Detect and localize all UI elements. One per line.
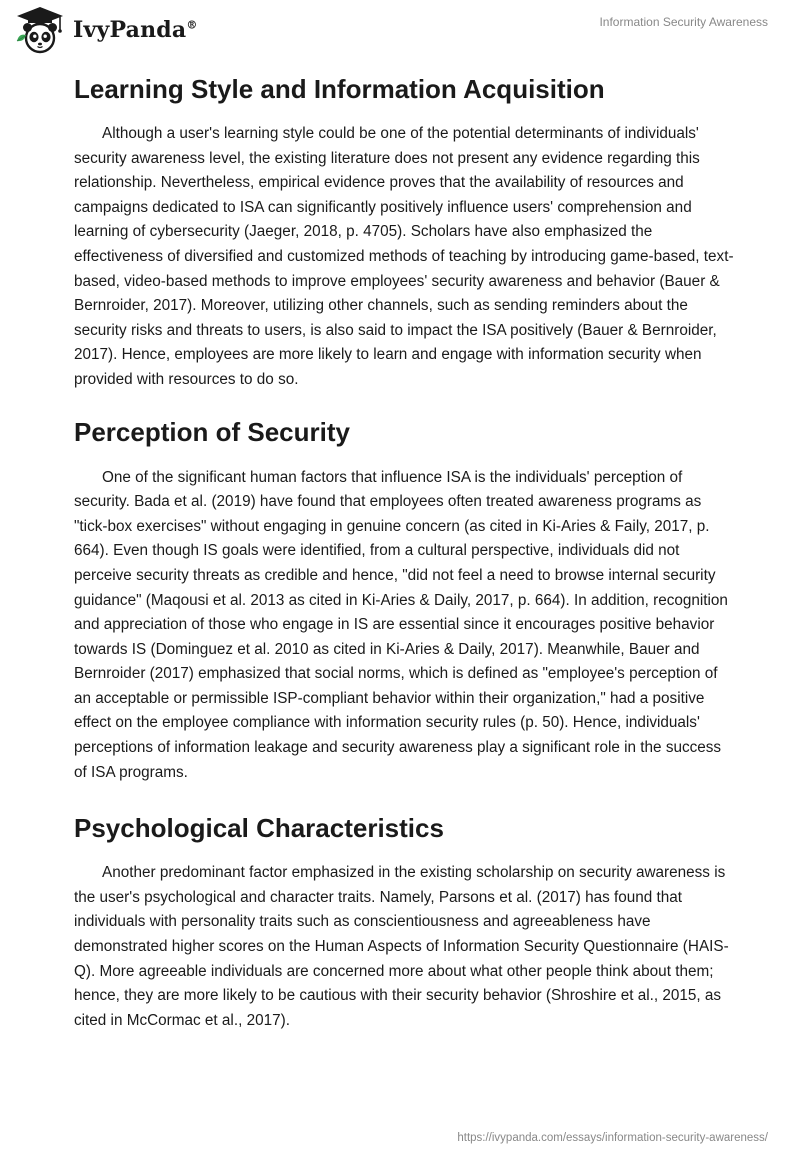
section-heading: Learning Style and Information Acquisition <box>74 74 605 104</box>
section-paragraph: Although a user's learning style could be one of the potential determinants of individuals' security awareness level, the existing literature does not present any evidence regarding this relationship. Nevertheless, empirical evidence proves that the availability of resources and campaigns dedicated to ISA can significantly positively influence users' comprehension and learning of cybersecurity (Jaeger, 2018, p. 4705). Scholars have also emphasized the effectiveness of diversified and customized methods of teaching by introducing game-based, text-based, video-based methods to improve employees' security awareness and behavior (Bauer & Bernroider, 2017). Moreover, utilizing other channels, such as sending reminders about the security risks and threats to users, is also said to impact the ISA positively (Bauer & Bernroider, 2017). Hence, employees are more likely to learn and engage with information security when provided with resources to do so. <box>74 125 734 388</box>
section-paragraph: Another predominant factor emphasized in the existing scholarship on security awareness is the user's psychological and character traits. Namely, Parsons et al. (2017) has found that individuals with personality traits such as conscientiousness and agreeableness have demonstrated higher scores on the Human Aspects of Information Security Questionnaire (HAIS-Q). More agreeable individuals are concerned more about what other people think about them; hence, they are more likely to be cautious with their security behavior (Shroshire et al., 2015, as cited in McCormac et al., 2017). <box>74 864 729 1029</box>
logo[interactable] <box>14 6 198 54</box>
section-paragraph: One of the significant human factors that influence ISA is the individuals' perception of security. Bada et al. (2019) have found that employees often treated awareness programs as "tick-box exercises" without engaging in genuine concern (as cited in Ki-Aries & Faily, 2017, p. 664). Even though IS goals were identified, from a cultural perspective, individuals did not perceive security threats as credible and hence, "did not feel a need to browse internal security guidance" (Maqousi et al. 2013 as cited in Ki-Aries & Daily, 2017, p. 664). In addition, recognition and appreciation of those who engage in IS are essential since it encourages positive behavior towards IS (Dominguez et al. 2010 as cited in Ki-Aries & Daily, 2017). Meanwhile, Bauer and Bernroider (2017) emphasized that social norms, which is defined as "employee's perception of an acceptable or permissible ISP-compliant behavior within their organization," had a positive effect on the employee compliance with information security rules (p. 50). Hence, individuals' perceptions of information leakage and security awareness play a significant role in the success of ISA programs. <box>74 468 728 781</box>
source-url-link[interactable]: https://ivypanda.com/essays/information-security-awareness/ <box>457 1132 768 1144</box>
essay-body <box>74 68 734 1033</box>
document-title: Information Security Awareness <box>599 15 768 29</box>
registered-mark: ® <box>186 18 198 32</box>
section-heading: Perception of Security <box>74 416 350 447</box>
logo-name: IvyPanda <box>73 17 187 43</box>
logo-text <box>73 17 198 43</box>
panda-graduate-icon <box>14 6 66 54</box>
section-heading: Psychological Characteristics <box>74 813 444 844</box>
page-header <box>0 0 800 62</box>
